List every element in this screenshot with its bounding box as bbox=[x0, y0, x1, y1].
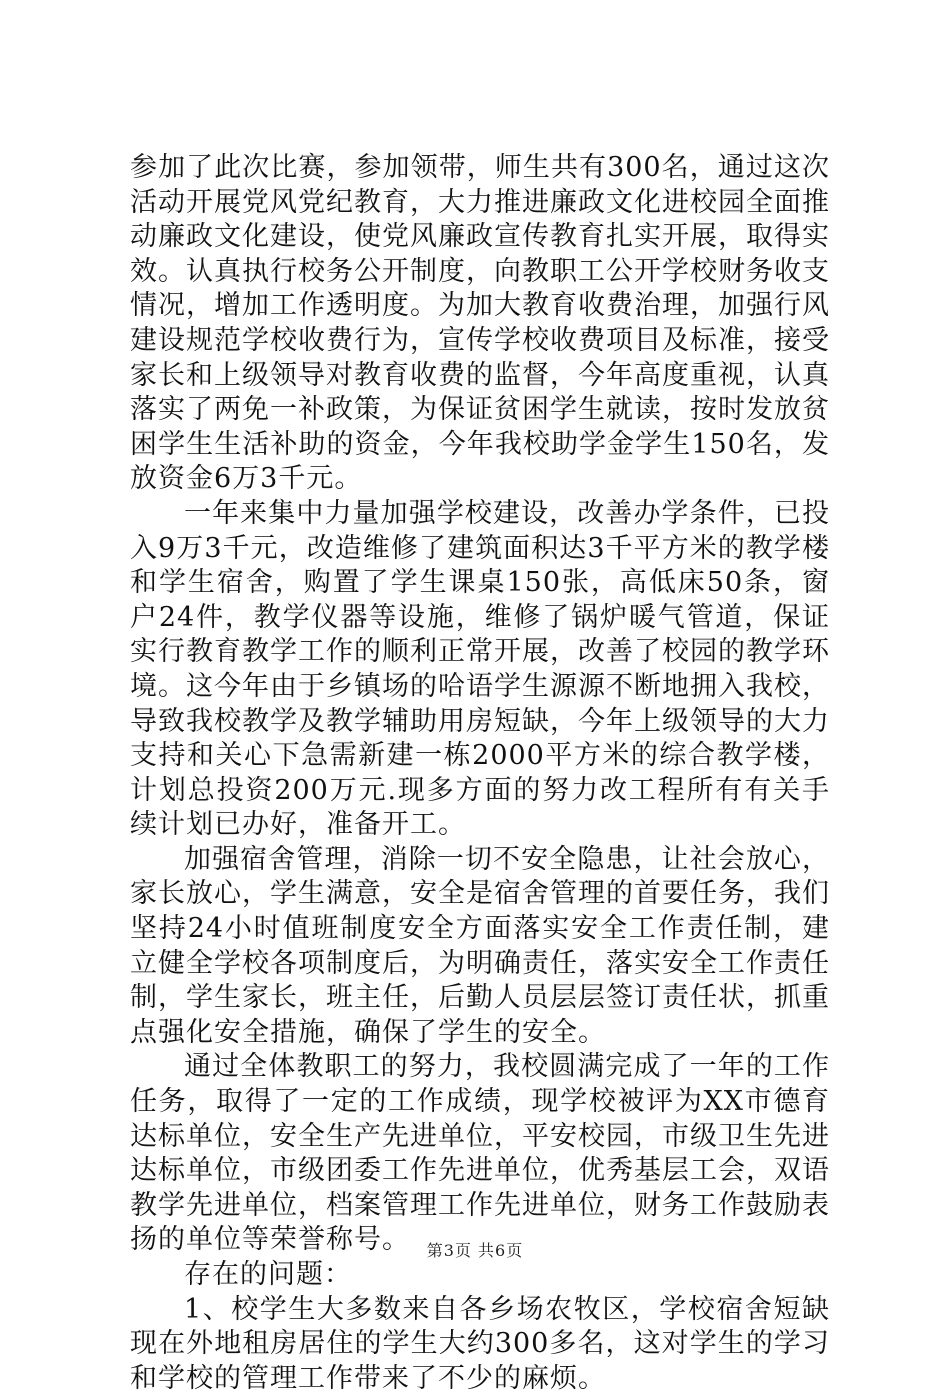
paragraph-4: 通过全体教职工的努力，我校圆满完成了一年的工作任务，取得了一定的工作成绩，现学校被评为XX市德育达标单位，安全生产先进单位，平安校园，市级卫生先进达标单位，市级团委工作先进单位，优秀基层工会，双语教学先进单位，档案管理工作先进单位，财务工作鼓励表扬的单位等荣誉称号。 bbox=[130, 1051, 830, 1256]
document-body bbox=[130, 151, 830, 1396]
paragraph-5: 存在的问题： bbox=[184, 1259, 352, 1290]
paragraph-3: 加强宿舍管理，消除一切不安全隐患，让社会放心，家长放心，学生满意，安全是宿舍管理的首要任务，我们坚持24小时值班制度安全方面落实安全工作责任制，建立健全学校各项制度后，为明确责任，落实安全工作责任制，学生家长，班主任，后勤人员层层签订责任状，抓重点强化安全措施，确保了学生的安全。 bbox=[130, 843, 830, 1048]
paragraph-6: 1、校学生大多数来自各乡场农牧区，学校宿舍短缺现在外地租房居住的学生大约300多名，这对学生的学习和学校的管理工作带来了不少的麻烦。 bbox=[130, 1293, 830, 1394]
paragraph-1: 参加了此次比赛，参加领带，师生共有300名，通过这次活动开展党风党纪教育，大力推进廉政文化进校园全面推动廉政文化建设，使党风廉政宣传教育扎实开展，取得实效。认真执行校务公开制度，向教职工公开学校财务收支情况，增加工作透明度。为加大教育收费治理，加强行风建设规范学校收费行为，宣传学校收费项目及标准，接受家长和上级领导对教育收费的监督，今年高度重视，认真落实了两免一补政策，为保证贫困学生就读，按时发放贫困学生生活补助的资金，今年我校助学金学生150名，发放资金6万3千元。 bbox=[130, 152, 830, 495]
page-number-footer: 第3页 共6页 bbox=[426, 1241, 524, 1260]
paragraph-2: 一年来集中力量加强学校建设，改善办学条件，已投入9万3千元，改造维修了建筑面积达3千平方米的教学楼和学生宿舍，购置了学生课桌150张，高低床50条，窗户24件，教学仪器等设施，维修了锅炉暖气管道，保证实行教育教学工作的顺利正常开展，改善了校园的教学环境。这今年由于乡镇场的哈语学生源源不断地拥入我校，导致我校教学及教学辅助用房短缺，今年上级领导的大力支持和关心下急需新建一栋2000平方米的综合教学楼，计划总投资200万元.现多方面的努力改工程所有有关手续计划已办好，准备开工。 bbox=[130, 497, 830, 841]
